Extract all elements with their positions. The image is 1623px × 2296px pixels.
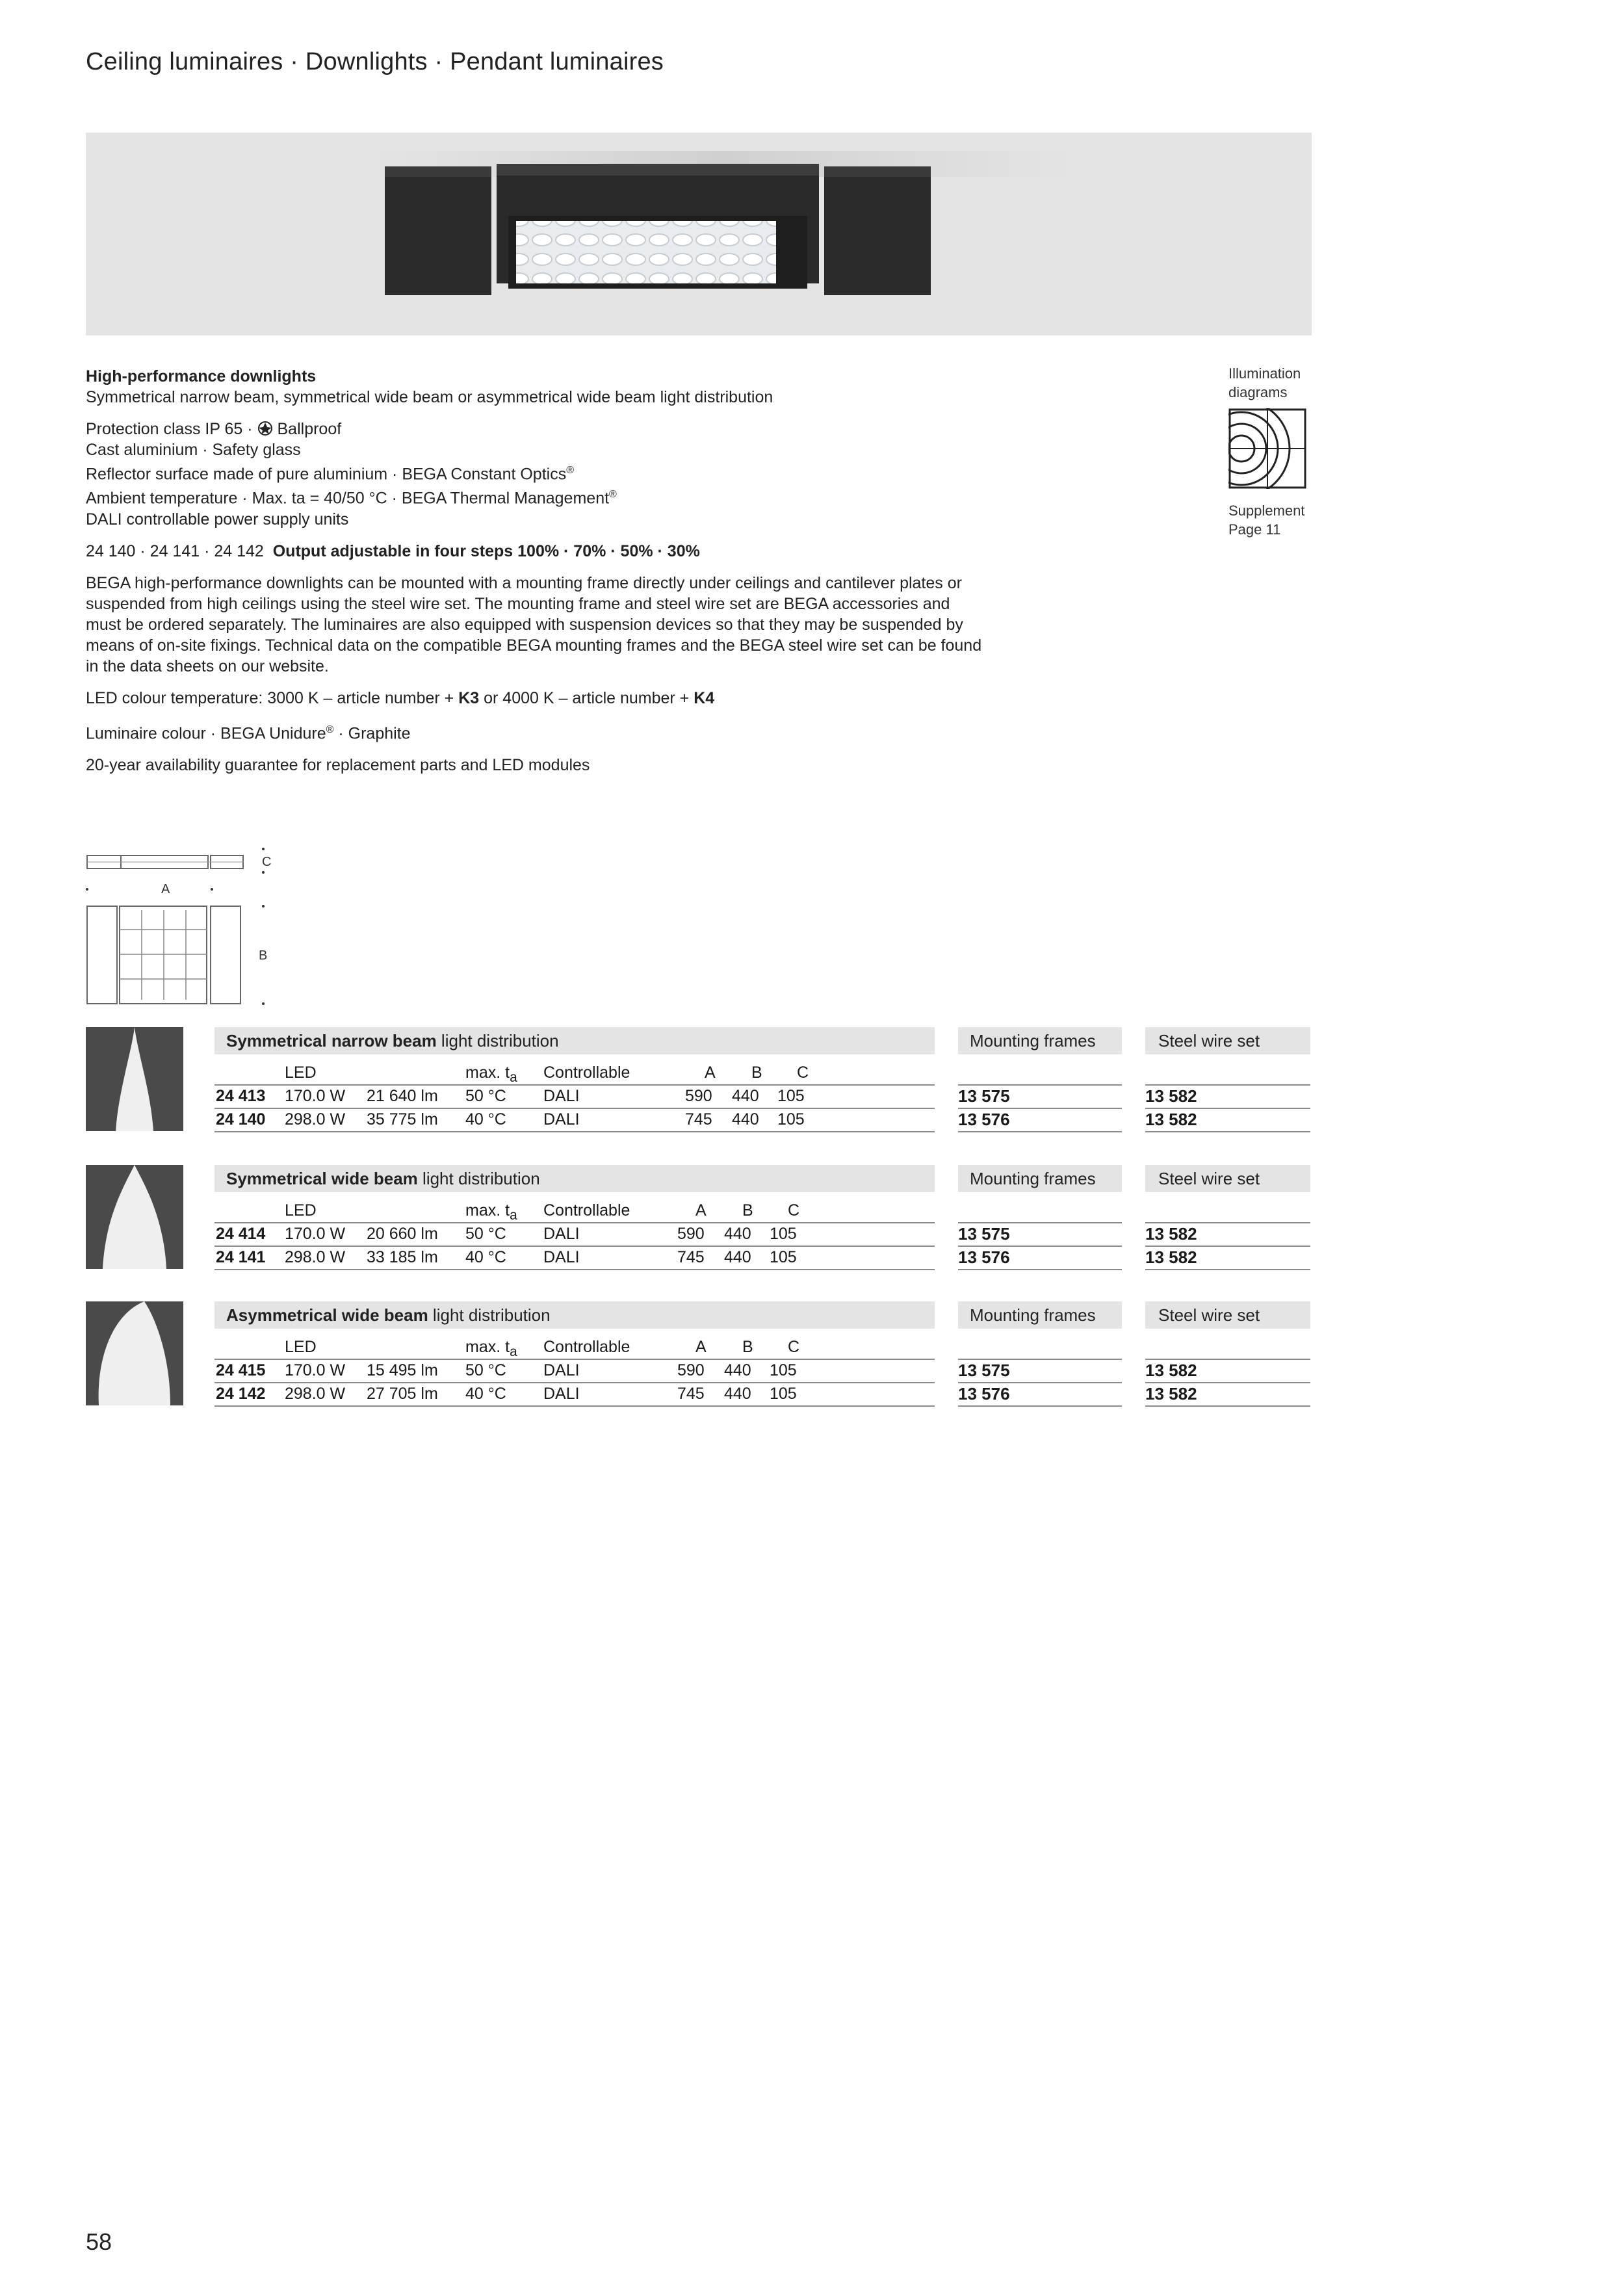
ta-value: 40 °C [465,1385,506,1403]
page-title: Ceiling luminaires · Downlights · Pendant luminaires [86,48,664,75]
protection-line [86,419,1061,439]
control-value: DALI [543,1087,580,1105]
dim-c-value: 105 [770,1225,797,1243]
dim-b-value: 440 [724,1248,751,1266]
steel-wire-number: 13 582 [1145,1222,1310,1247]
ambient-text: Ambient temperature · Max. ta = 40/50 °C · BEGA Thermal Management [86,489,610,508]
col-controllable: Controllable [543,1063,630,1082]
mounting-frames-header-1 [958,1027,1122,1054]
product-description [86,366,1061,776]
article-number: 24 140 [216,1110,266,1128]
mounting-frames-label: Mounting frames [970,1031,1096,1050]
col-max-ta-text: max. t [465,1201,510,1220]
dim-b-value: 440 [724,1361,751,1379]
table-row [214,1222,935,1247]
illumination-diagram-icon[interactable] [1228,408,1306,489]
mounting-frame-number: 13 575 [958,1359,1122,1383]
lumen-value: 15 495 lm [367,1361,438,1379]
dimension-c-label: C [262,855,272,869]
control-value: DALI [543,1225,580,1243]
col-controllable: Controllable [543,1201,630,1220]
table-1-header [214,1027,935,1054]
dim-b-value: 440 [732,1110,759,1128]
table-row [214,1108,935,1132]
col-controllable: Controllable [543,1338,630,1356]
dim-c-value: 105 [777,1087,805,1105]
dim-a-value: 590 [677,1361,705,1379]
power-value: 298.0 W [285,1248,346,1266]
steel-wire-number: 13 582 [1145,1359,1310,1383]
article-number: 24 414 [216,1225,266,1243]
table-2-title-bold: Symmetrical wide beam [226,1169,418,1188]
dimension-drawing-svg [84,846,279,1015]
illumination-aside [1228,364,1326,539]
steel-wire-number: 13 582 [1145,1084,1310,1109]
col-c: C [788,1338,800,1356]
col-max-ta-text: max. t [465,1338,510,1356]
steel-wire-label: Steel wire set [1158,1305,1260,1325]
reflector-text: Reflector surface made of pure aluminium · BEGA Constant Optics [86,465,567,484]
control-value: DALI [543,1248,580,1266]
col-a: A [695,1201,707,1220]
table-2-column-headers [214,1199,935,1223]
protection-text: Protection class IP 65 · [86,420,257,438]
mounting-frames-header-2 [958,1165,1122,1192]
product-subheading: Symmetrical narrow beam, symmetrical wide beam or asymmetrical wide beam light distribution [86,388,773,406]
dim-c-value: 105 [777,1110,805,1128]
lumen-value: 21 640 lm [367,1087,438,1105]
steel-wire-header-2 [1145,1165,1310,1192]
output-articles: 24 140 · 24 141 · 24 142 [86,541,264,560]
ta-value: 40 °C [465,1248,506,1266]
asymmetrical-beam-diagram [86,1301,183,1405]
dim-a-value: 745 [677,1248,705,1266]
control-value: DALI [543,1110,580,1128]
ta-value: 50 °C [465,1225,506,1243]
article-number: 24 141 [216,1248,266,1266]
output-line [86,541,1061,562]
k3-suffix: K3 [458,688,480,707]
dim-b-value: 440 [724,1385,751,1403]
lumen-value: 33 185 lm [367,1248,438,1266]
ta-value: 50 °C [465,1087,506,1105]
power-value: 298.0 W [285,1385,346,1403]
col-led: LED [285,1063,317,1082]
table-1-title-bold: Symmetrical narrow beam [226,1031,437,1050]
col-a: A [695,1338,707,1356]
mounting-frames-label: Mounting frames [970,1305,1096,1325]
luminaire-colour-line [86,720,1061,744]
table-3-title-bold: Asymmetrical wide beam [226,1305,428,1325]
narrow-beam-diagram [86,1027,183,1131]
luminaire-colour-text: Luminaire colour · BEGA Unidure [86,724,326,742]
table-row [214,1084,935,1109]
ballproof-text: Ballproof [272,420,342,438]
col-b: B [751,1063,762,1082]
col-max-ta-text: max. t [465,1063,510,1082]
dim-a-value: 745 [677,1385,705,1403]
narrow-beam-icon [86,1027,183,1131]
luminaire-colour-suffix: · Graphite [333,724,411,742]
dim-a-value: 745 [685,1110,712,1128]
col-c: C [788,1201,800,1220]
control-value: DALI [543,1385,580,1403]
registered-mark: ® [609,489,617,501]
dim-c-value: 105 [770,1385,797,1403]
table-row [214,1359,935,1383]
dim-c-value: 105 [770,1361,797,1379]
mounting-frame-number: 13 576 [958,1382,1122,1407]
dimension-a-label: A [161,882,170,896]
col-a: A [705,1063,716,1082]
ballproof-icon [257,421,273,436]
lumen-value: 27 705 lm [367,1385,438,1403]
steel-wire-label: Steel wire set [1158,1031,1260,1050]
mounting-frame-number: 13 575 [958,1222,1122,1247]
mounting-frames-label: Mounting frames [970,1169,1096,1188]
mounting-frame-number: 13 576 [958,1108,1122,1132]
materials-line: Cast aluminium · Safety glass [86,441,301,459]
col-b: B [742,1338,753,1356]
ambient-line [86,484,1061,508]
table-1-title-rest: light distribution [436,1031,559,1050]
wide-beam-diagram [86,1165,183,1269]
page-number: 58 [86,2228,112,2255]
article-number: 24 142 [216,1385,266,1403]
product-heading: High-performance downlights [86,367,317,385]
col-c: C [797,1063,809,1082]
table-1-column-headers [214,1061,935,1086]
asymmetrical-beam-icon [86,1301,183,1405]
colour-temp-text: LED colour temperature: 3000 K – article number + [86,688,459,707]
col-ta-sub: a [510,1344,517,1359]
power-value: 298.0 W [285,1110,346,1128]
wide-beam-icon [86,1165,183,1269]
illumination-label: Illumination diagrams [1228,365,1301,400]
steel-wire-number: 13 582 [1145,1382,1310,1407]
downlight-photo [86,133,1312,335]
steel-wire-label: Steel wire set [1158,1169,1260,1188]
page-reference[interactable]: Page 11 [1228,521,1281,538]
table-3-title-rest: light distribution [428,1305,551,1325]
reflector-line [86,460,1061,484]
steel-wire-header-1 [1145,1027,1310,1054]
col-ta-sub: a [510,1208,517,1223]
ta-value: 50 °C [465,1361,506,1379]
guarantee-line: 20-year availability guarantee for replacement parts and LED modules [86,755,590,774]
power-value: 170.0 W [285,1361,346,1379]
dim-c-value: 105 [770,1248,797,1266]
steel-wire-header-3 [1145,1301,1310,1329]
dimension-b-label: B [259,948,268,963]
power-value: 170.0 W [285,1087,346,1105]
colour-temp-line [86,688,1061,709]
dali-line: DALI controllable power supply units [86,510,349,528]
k4-suffix: K4 [694,688,715,707]
product-photo [86,133,1312,335]
article-number: 24 413 [216,1087,266,1105]
power-value: 170.0 W [285,1225,346,1243]
dim-a-value: 590 [677,1225,705,1243]
steel-wire-number: 13 582 [1145,1246,1310,1270]
dim-b-value: 440 [724,1225,751,1243]
registered-mark: ® [326,724,334,735]
table-row [214,1382,935,1407]
supplement-label: Supplement [1228,502,1305,519]
table-2-header [214,1165,935,1192]
col-ta-sub: a [510,1070,517,1085]
table-3-header [214,1301,935,1329]
dimension-drawing [84,846,279,1015]
steel-wire-number: 13 582 [1145,1108,1310,1132]
dim-a-value: 590 [685,1087,712,1105]
mounting-frame-number: 13 576 [958,1246,1122,1270]
output-text: Output adjustable in four steps 100% · 70% · 50% · 30% [272,541,700,560]
table-row [214,1246,935,1270]
registered-mark: ® [566,465,575,476]
lumen-value: 20 660 lm [367,1225,438,1243]
col-led: LED [285,1338,317,1356]
control-value: DALI [543,1361,580,1379]
ta-value: 40 °C [465,1110,506,1128]
colour-temp-mid: or 4000 K – article number + [479,688,694,707]
table-2-title-rest: light distribution [417,1169,540,1188]
col-b: B [742,1201,753,1220]
table-3-column-headers [214,1335,935,1360]
article-number: 24 415 [216,1361,266,1379]
dim-b-value: 440 [732,1087,759,1105]
description-paragraph: BEGA high-performance downlights can be mounted with a mounting frame directly under ceilings and cantilever plates or suspended from high ceilings using the steel wire set. The mounting frame and steel wire set are BEGA accessories and must be ordered separately. The luminaires are also equipped with suspension devices so that they may be suspended by means of on-site fixings. Technical data on the compatible BEGA mounting frames and the BEGA steel wire set can be found in the data sheets on our website. [86,573,982,675]
lumen-value: 35 775 lm [367,1110,438,1128]
mounting-frame-number: 13 575 [958,1084,1122,1109]
mounting-frames-header-3 [958,1301,1122,1329]
col-led: LED [285,1201,317,1220]
